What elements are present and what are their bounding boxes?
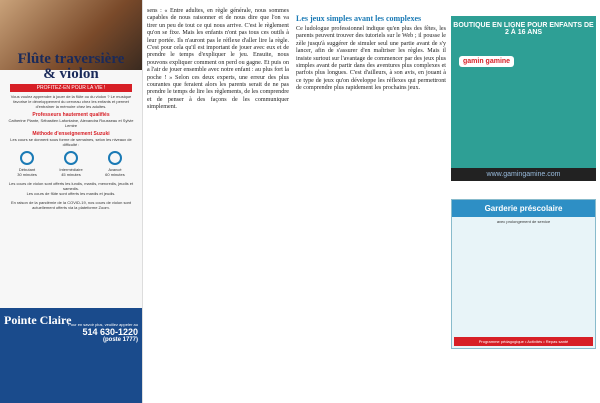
phone-block: Pour en savoir plus, veuillez appeler au 514 630-1220 (poste 1777): [68, 322, 138, 343]
ad-title: Flûte traversière & violon: [17, 51, 125, 82]
ad1-title: BOUTIQUE EN LIGNE POUR ENFANTS DE 2 À 16 ANS: [453, 22, 594, 36]
clock-icon: [20, 151, 34, 165]
covid-text: En raison de la pandémie de la COVID-19, nos cours de violon sont actuellement offerts via la plateforme Zoom.: [10, 200, 132, 210]
gamin-gamine-ad[interactable]: [451, 16, 596, 181]
ad2-bottom: Programme pédagogique • Activités • Repas santé: [454, 337, 593, 346]
days2-text: Les cours de flûte sont offerts les mardis et jeudis.: [26, 191, 116, 196]
levels: [6, 151, 136, 177]
intro-text: Vous voulez apprendre à jouer de la flûte ou du violon ? Le musique favorise le développement du cerveau chez les enfants et permet d'entraîner la mémoire chez les adultes.: [10, 94, 132, 109]
section-heading: Les jeux simples avant les complexes: [296, 14, 422, 23]
ads-column: [447, 0, 600, 403]
method-text: Les cours se donnent sous forme de semaines, selon les niveaux de difficulté :: [10, 137, 132, 147]
level-intermediate: Intermédiaire 45 minutes: [59, 151, 82, 177]
daycare-ad[interactable]: [451, 199, 596, 349]
clock-icon: [108, 151, 122, 165]
clock-icon: [64, 151, 78, 165]
pointe-claire-footer: [0, 308, 142, 403]
level-beginner: Débutant 30 minutes: [17, 151, 37, 177]
section-body: Ce ludologue professionnel indique qu'en plus des fêtes, les parents peuvent trouver des tutoriels sur le Web ; il pousse le zèle jusqu'à suggérer de simuler seul une partie avant de s'y lancer, afin de s'assurer d'en maîtriser les règles. Mais il insiste surtout sur l'avantage de commencer par des jeux plus simples avant de partir dans des aventures plus complexes et parfois plus longues. C'est d'ailleurs, à son avis, en jouant à ce type de jeux qu'on développe les réflexes qui permettront de comprendre plus rapidement les prochains jeux.: [296, 26, 446, 92]
flute-violin-ad: [0, 0, 143, 403]
ad2-title: Garderie préscolaire: [452, 200, 595, 217]
ad-subtitle: PROFITEZ-EN POUR LA VIE !: [10, 84, 132, 92]
ad2-subtitle: avec prolongement de service: [496, 219, 551, 224]
brand-logo: gamin gamine: [459, 56, 514, 67]
ad1-url[interactable]: www.gamingamine.com: [451, 168, 596, 181]
article-col-1: sens : « Entre adultes, en règle générale, nous sommes capables de nous raisonner et de nous dire que l'on va tirer un peu de tout ce qui nous arrive. C'est le règlement qu'on se fixe. Mais les enfants n'ont pas tous ces outils à leur portée. Ils n'auront pas le réflexe d'aller lire la règle. C'est pour cela qu'il est important de jouer avec eux et de prendre le temps d'expliquer le jeu. Ensuite, nous pouvons expliquer comment on perd ou gagne. Et puis on a l'air de jouer ensemble avec notre enfant : au plus fort la poche ! » Selon ces deux experts, une erreur des plus courantes que feraient alors les parents serait de ne pas prendre le temps de lire les règlements, de les comprendre et de penser à des façons de les communiquer simplement.: [147, 8, 289, 111]
profs-title: Professeurs hautement qualifiés: [32, 112, 110, 118]
method-title: Méthode d'enseignement Suzuki: [32, 131, 110, 137]
level-advanced: Avancé 60 minutes: [105, 151, 125, 177]
city-logo: Pointe Claire: [4, 313, 72, 327]
article-col-2: [296, 0, 446, 403]
profs-text: Catherine Plante, Sébastien Lafontaine, Alexandra Rousseau et Sylvie Lemire: [8, 118, 134, 128]
days-text: Les cours de violon sont offerts les lundis, mardis, mercredis, jeudis et samedis.: [8, 181, 134, 191]
